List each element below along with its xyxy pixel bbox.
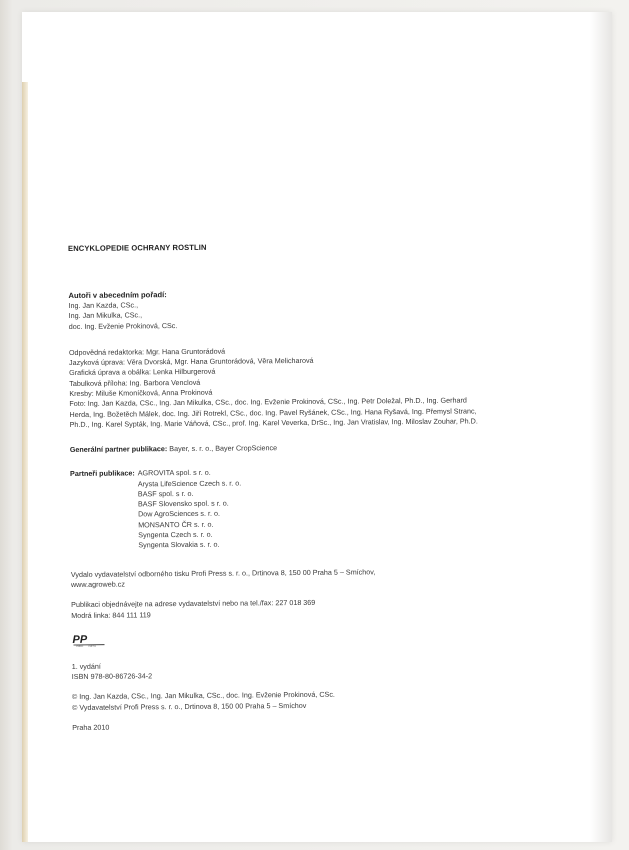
author-line: Ing. Jan Kazda, CSc.,: [68, 300, 139, 310]
partners-list: [138, 468, 242, 551]
partner-item: Arysta LifeScience Czech s. r. o.: [137, 478, 242, 488]
logo-mark: PP: [72, 633, 88, 646]
general-partner-value: Bayer, s. r. o., Bayer CropScience: [169, 443, 278, 454]
isbn: ISBN 978-80-86726-34-2: [71, 671, 153, 682]
partner-item: MONSANTO ČR s. r. o.: [138, 519, 214, 530]
credit-drawings: Kresby: Miluše Kmoníčková, Anna Prokinová: [69, 387, 213, 399]
partner-item: AGROVITA spol. s r. o.: [137, 468, 211, 478]
book-title: ENCYKLOPEDIE OCHRANY ROSTLIN: [68, 242, 207, 253]
edition-number: 1. vydání: [71, 661, 101, 671]
publisher-website: www.agroweb.cz: [70, 579, 125, 589]
partner-item: Syngenta Slovakia s. r. o.: [138, 540, 220, 550]
author-line: Ing. Jan Mikulka, CSc.,: [68, 310, 143, 321]
imprint-content: [68, 240, 492, 733]
credit-photos: Foto: Ing. Jan Kazda, CSc., Ing. Jan Mikulka, CSc., doc. Ing. Evženie Prokinová, CSc., Ing. Petr Doležal, Ph.D., Ing. Gerhard Herda, Ing. Božetěch Málek, doc. Ing. Jiří Rotrekl, CSc., doc. Ing. Pavel Ryšánek, CSc., Ing. Hana Ryšavá, Ing. Přemysl Stranc, Ph.D., Ing. Karel Sypták, Ing. Marie Váňová, CSc., prof. Ing. Karel Veverka, DrSc., Ing. Jan Vratislav, Ing. Miloslav Zouhar, Ph.D.: [69, 395, 478, 429]
partner-item: BASF spol. s r. o.: [137, 488, 194, 499]
copyright-section: [72, 689, 492, 713]
credit-graphics: Grafická úprava a obálka: Lenka Hilburgerová: [69, 367, 216, 378]
edition-section: [72, 658, 492, 682]
order-section: [71, 597, 491, 621]
partners-label: Partneři publikace:: [69, 468, 135, 479]
credits-section: [69, 344, 490, 430]
logo-small-right: PRESS: [88, 645, 96, 647]
copyright-publisher: © Vydavatelství Profi Press s. r. o., Drtinova 8, 150 00 Praha 5 – Smíchov: [72, 700, 307, 712]
credit-editor: Odpovědná redaktorka: Mgr. Hana Gruntorádová: [68, 346, 226, 357]
credit-tables: Tabulková příloha: Ing. Barbora Venclová: [69, 377, 201, 388]
partner-item: Dow AgroSciences s. r. o.: [138, 509, 221, 519]
page-binding-edge: [22, 82, 28, 842]
authors-heading: Autoři v abecedním pořadí:: [68, 290, 167, 300]
order-phone: Publikaci objednávejte na adrese vydavatelství nebo na tel./fax: 227 018 369: [71, 598, 316, 610]
general-partner: [70, 442, 490, 455]
publisher-section: [71, 566, 491, 590]
authors-section: [68, 287, 488, 332]
partners-section: [70, 466, 491, 552]
profi-press-logo: [71, 633, 105, 647]
page-right-shadow: [590, 12, 612, 842]
author-line: doc. Ing. Evženie Prokinová, CSc.: [68, 320, 178, 331]
partner-item: Syngenta Czech s. r. o.: [138, 529, 213, 540]
credit-language: Jazyková úprava: Věra Dvorská, Mgr. Hana Gruntorádová, Věra Melicharová: [68, 356, 314, 368]
logo-small-left: PROFI: [76, 645, 84, 647]
publisher-line: Vydalo vydavatelství odborného tisku Profi Press s. r. o., Drtinova 8, 150 00 Praha 5 – Smíchov,: [70, 566, 376, 579]
place-year: Praha 2010: [72, 722, 110, 732]
order-blue-line: Modrá linka: 844 111 119: [71, 609, 151, 620]
copyright-authors: © Ing. Jan Kazda, CSc., Ing. Jan Mikulka, CSc., doc. Ing. Evženie Prokinová, CSc.: [71, 690, 335, 702]
partner-item: BASF Slovensko spol. s r. o.: [137, 498, 229, 509]
general-partner-label: Generální partner publikace:: [69, 444, 168, 455]
